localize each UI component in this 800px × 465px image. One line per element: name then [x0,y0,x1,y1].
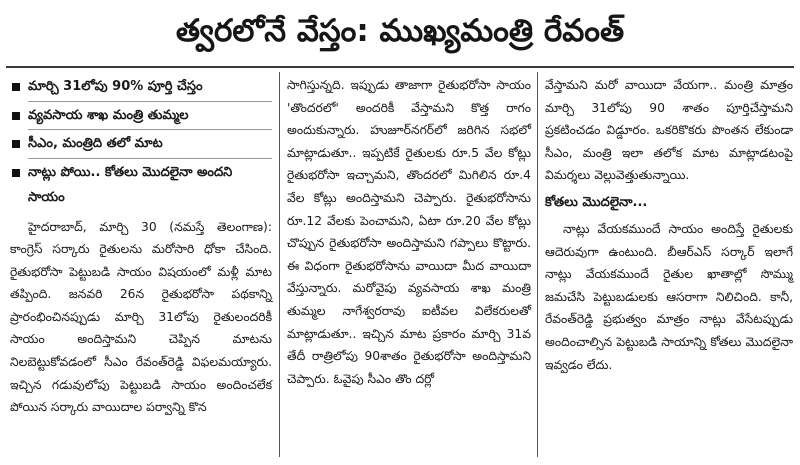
article-text: సాగిస్తున్నది. ఇప్పుడు తాజాగా రైతుభరోసా సాయం 'తొందరలో' అందరికీ వేస్తామని కొత్త రాగం అందుకున్నారు. హుజూర్‌నగర్‌లో జరిగిన సభలో మాట్లాడుతూ.. ఇప్పటికే రైతులకు రూ.5 వేల కోట్లు రైతుభరోసా ఇచ్చామని, తొందరలో మిగిలిన రూ.4 వేల కోట్లు అందిస్తామని చెప్పారు. రైతుభరోసాను రూ.12 వేలకు పెంచామని, ఏటా రూ.20 వేల కోట్లు చొప్పున రైతుభరోసా అందిస్తామని గప్పాలు కొట్టారు. ఈ విధంగా రైతుభరోసాను వాయిదా మీద వాయిదా వేస్తున్నారు. మరోవైపు వ్యవసాయ శాఖ మంత్రి తుమ్మల నాగేశ్వరరావు ఐటీవల విలేకరులతో మాట్లాడుతూ.. ఇచ్చిన మాట ప్రకారం మార్చి 31వ తేదీ రాత్రిలోపు 90శాతం రైతుభరోసా అందిస్తామని చెప్పారు. ఓవైపు సీఎం తొం దర్లో [287,78,531,386]
highlight-divider [28,101,272,102]
article-text: హైదరాబాద్, మార్చి 30 (నమస్తే తెలంగాణ): కాంగ్రెస్ సర్కారు రైతులను మరోసారి ధోకా చేసింది. రైతుభరోసా పెట్టుబడి సాయం విషయంలో మళ్లీ మాట తప్పింది. జనవరి 26న రైతుభరోసా పథకాన్ని ప్రారంభించినప్పుడు మార్చి 31లోపు రైతులందరికీ సాయం అందిస్తామని చెప్పిన మాటను నిలబెట్టుకోవడంలో సీఎం రేవంత్‌రెడ్డి విఫలమయ్యారు. ఇచ్చిన గడువులోపు పెట్టుబడి సాయం అందించలేక పోయిన సర్కారు వాయిదాల పర్వాన్ని కొన [10,219,272,415]
section-subhead: కోతలు మొదలైనా... [545,194,648,210]
article-text: నాట్లు వేయకముందే సాయం అందిస్తే రైతులకు ఆదెరువుగా ఉంటుంది. బీఆర్ఎస్ సర్కార్ ఇలాగే నాట్లు వేయకముందే రైతుల ఖాతాల్లో సొమ్ము జమచేసి పెట్టుబడులకు ఆసరాగా నిలిచింది. కానీ, రేవంత్‌రెడ్డి ప్రభుత్వం మాత్రం నాట్లు వేసేటప్పుడు అందించాల్సిన పెట్టుబడి సాయాన్ని కోతలు మొదలైనా ఇవ్వడం లేదు. [545,221,793,372]
headline-rule [6,66,794,68]
column-divider [279,72,280,457]
column-divider [537,72,538,457]
column-right [545,74,793,376]
highlight-divider [28,129,272,130]
highlight-item: నాట్లు పోయి.. కోతలు మొదలైనా అందని సాయం [10,160,272,211]
column-left [10,74,272,419]
headline: త్వరలోనే వేస్తం: ముఖ్యమంత్రి రేవంత్ [175,13,625,49]
highlight-item: వ్యవసాయ శాఖ మంత్రి తుమ్మల [10,103,272,129]
article-text: వేస్తామని మరో వాయిదా వేయగా.. మంత్రి మాత్రం మార్చి 31లోపు 90 శాతం పూర్తిచేస్తామని ప్రకటించడం విడ్డూరం. ఒకరికొకరు పొంతన లేకుండా సీఎం, మంత్రి ఇలా తలోక మాట మాట్లాడటంపై విమర్శలు వెల్లువెత్తుతున్నాయి. [545,78,793,183]
bullet-square-icon [12,169,20,177]
highlight-divider [28,158,272,159]
bullet-square-icon [12,112,20,120]
highlights-list [10,74,272,211]
highlight-item: సీఎం, మంత్రిది తలో మాట [10,131,272,157]
column-middle [287,74,531,390]
bullet-square-icon [12,83,20,91]
bullet-square-icon [12,140,20,148]
highlight-item: మార్చి 31లోపు 90% పూర్తి చేస్తం [10,74,272,100]
